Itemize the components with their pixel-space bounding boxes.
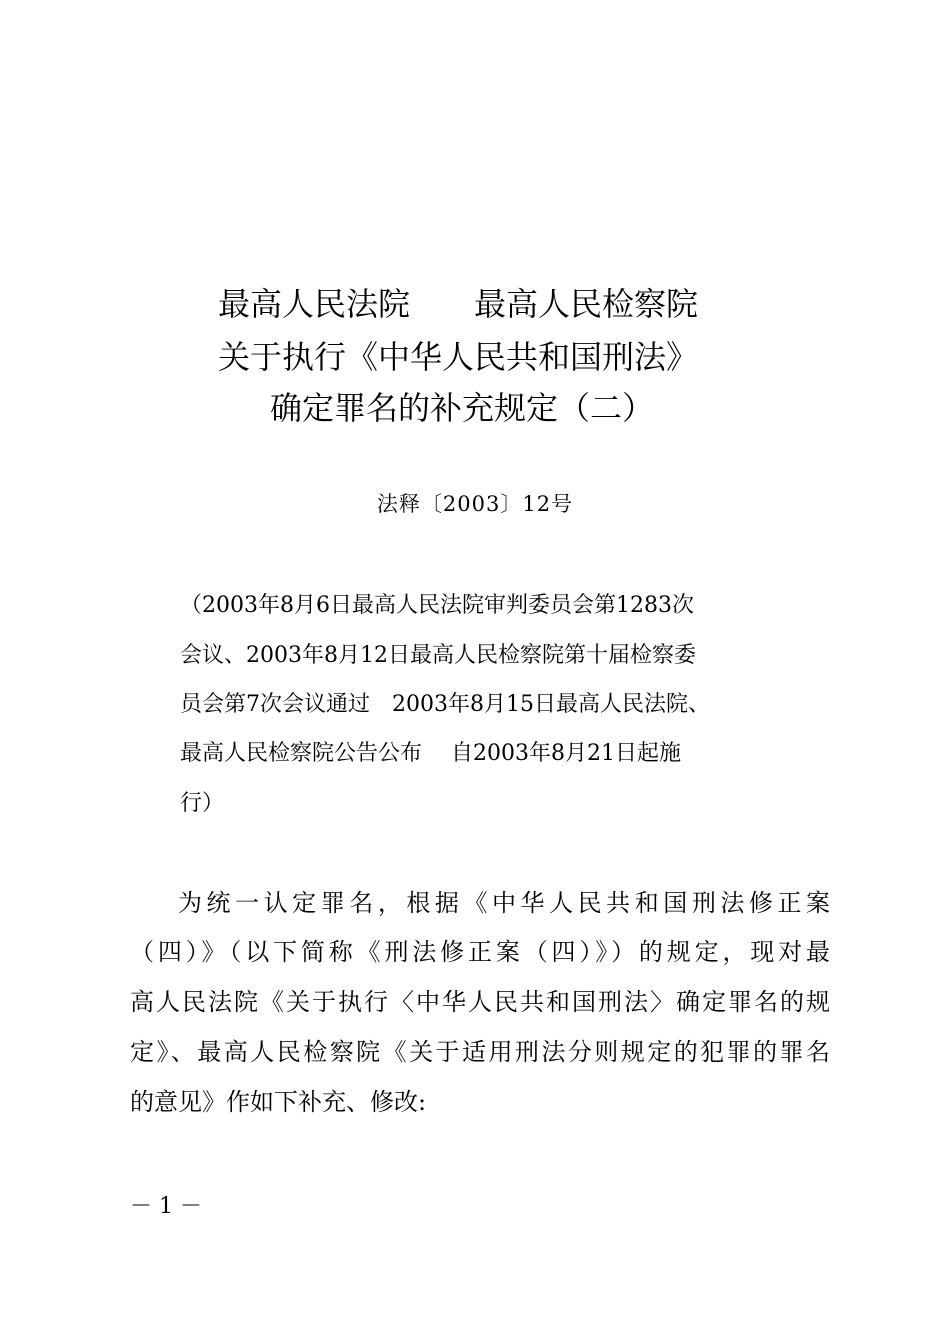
body-paragraph-line-5: 的意见》作如下补充、修改: — [130, 1088, 427, 1116]
body-paragraph-line-1: 为统一认定罪名，根据《中华人民共和国刑法修正案 — [178, 889, 830, 917]
body-paragraph-line-3: 高人民法院《关于执行〈中华人民共和国刑法〉确定罪名的规 — [130, 988, 830, 1016]
document-title-line-3: 确定罪名的补充规定（二） — [270, 389, 655, 427]
document-title-line-2: 关于执行《中华人民共和国刑法》 — [218, 338, 699, 376]
body-paragraph-line-2: （四）》（以下简称《刑法修正案（四）》）的规定，现对最 — [130, 938, 830, 966]
page-number: － 1 － — [130, 1194, 202, 1219]
adoption-note-line-2: 会议、2003年8月12日最高人民检察院第十届检察委 — [180, 643, 696, 668]
document-title-line-1: 最高人民法院 最高人民检察院 — [218, 285, 699, 323]
adoption-note-line-5: 行） — [180, 791, 225, 816]
document-number: 法释〔2003〕12号 — [376, 492, 574, 516]
adoption-note-line-4: 最高人民检察院公告公布 自2003年8月21日起施 — [180, 741, 681, 766]
adoption-note-line-1: （2003年8月6日最高人民法院审判委员会第1283次 — [180, 593, 694, 618]
adoption-note-line-3: 员会第7次会议通过 2003年8月15日最高人民法院、 — [180, 692, 710, 717]
body-paragraph-line-4: 定》、最高人民检察院《关于适用刑法分则规定的犯罪的罪名 — [130, 1038, 830, 1066]
